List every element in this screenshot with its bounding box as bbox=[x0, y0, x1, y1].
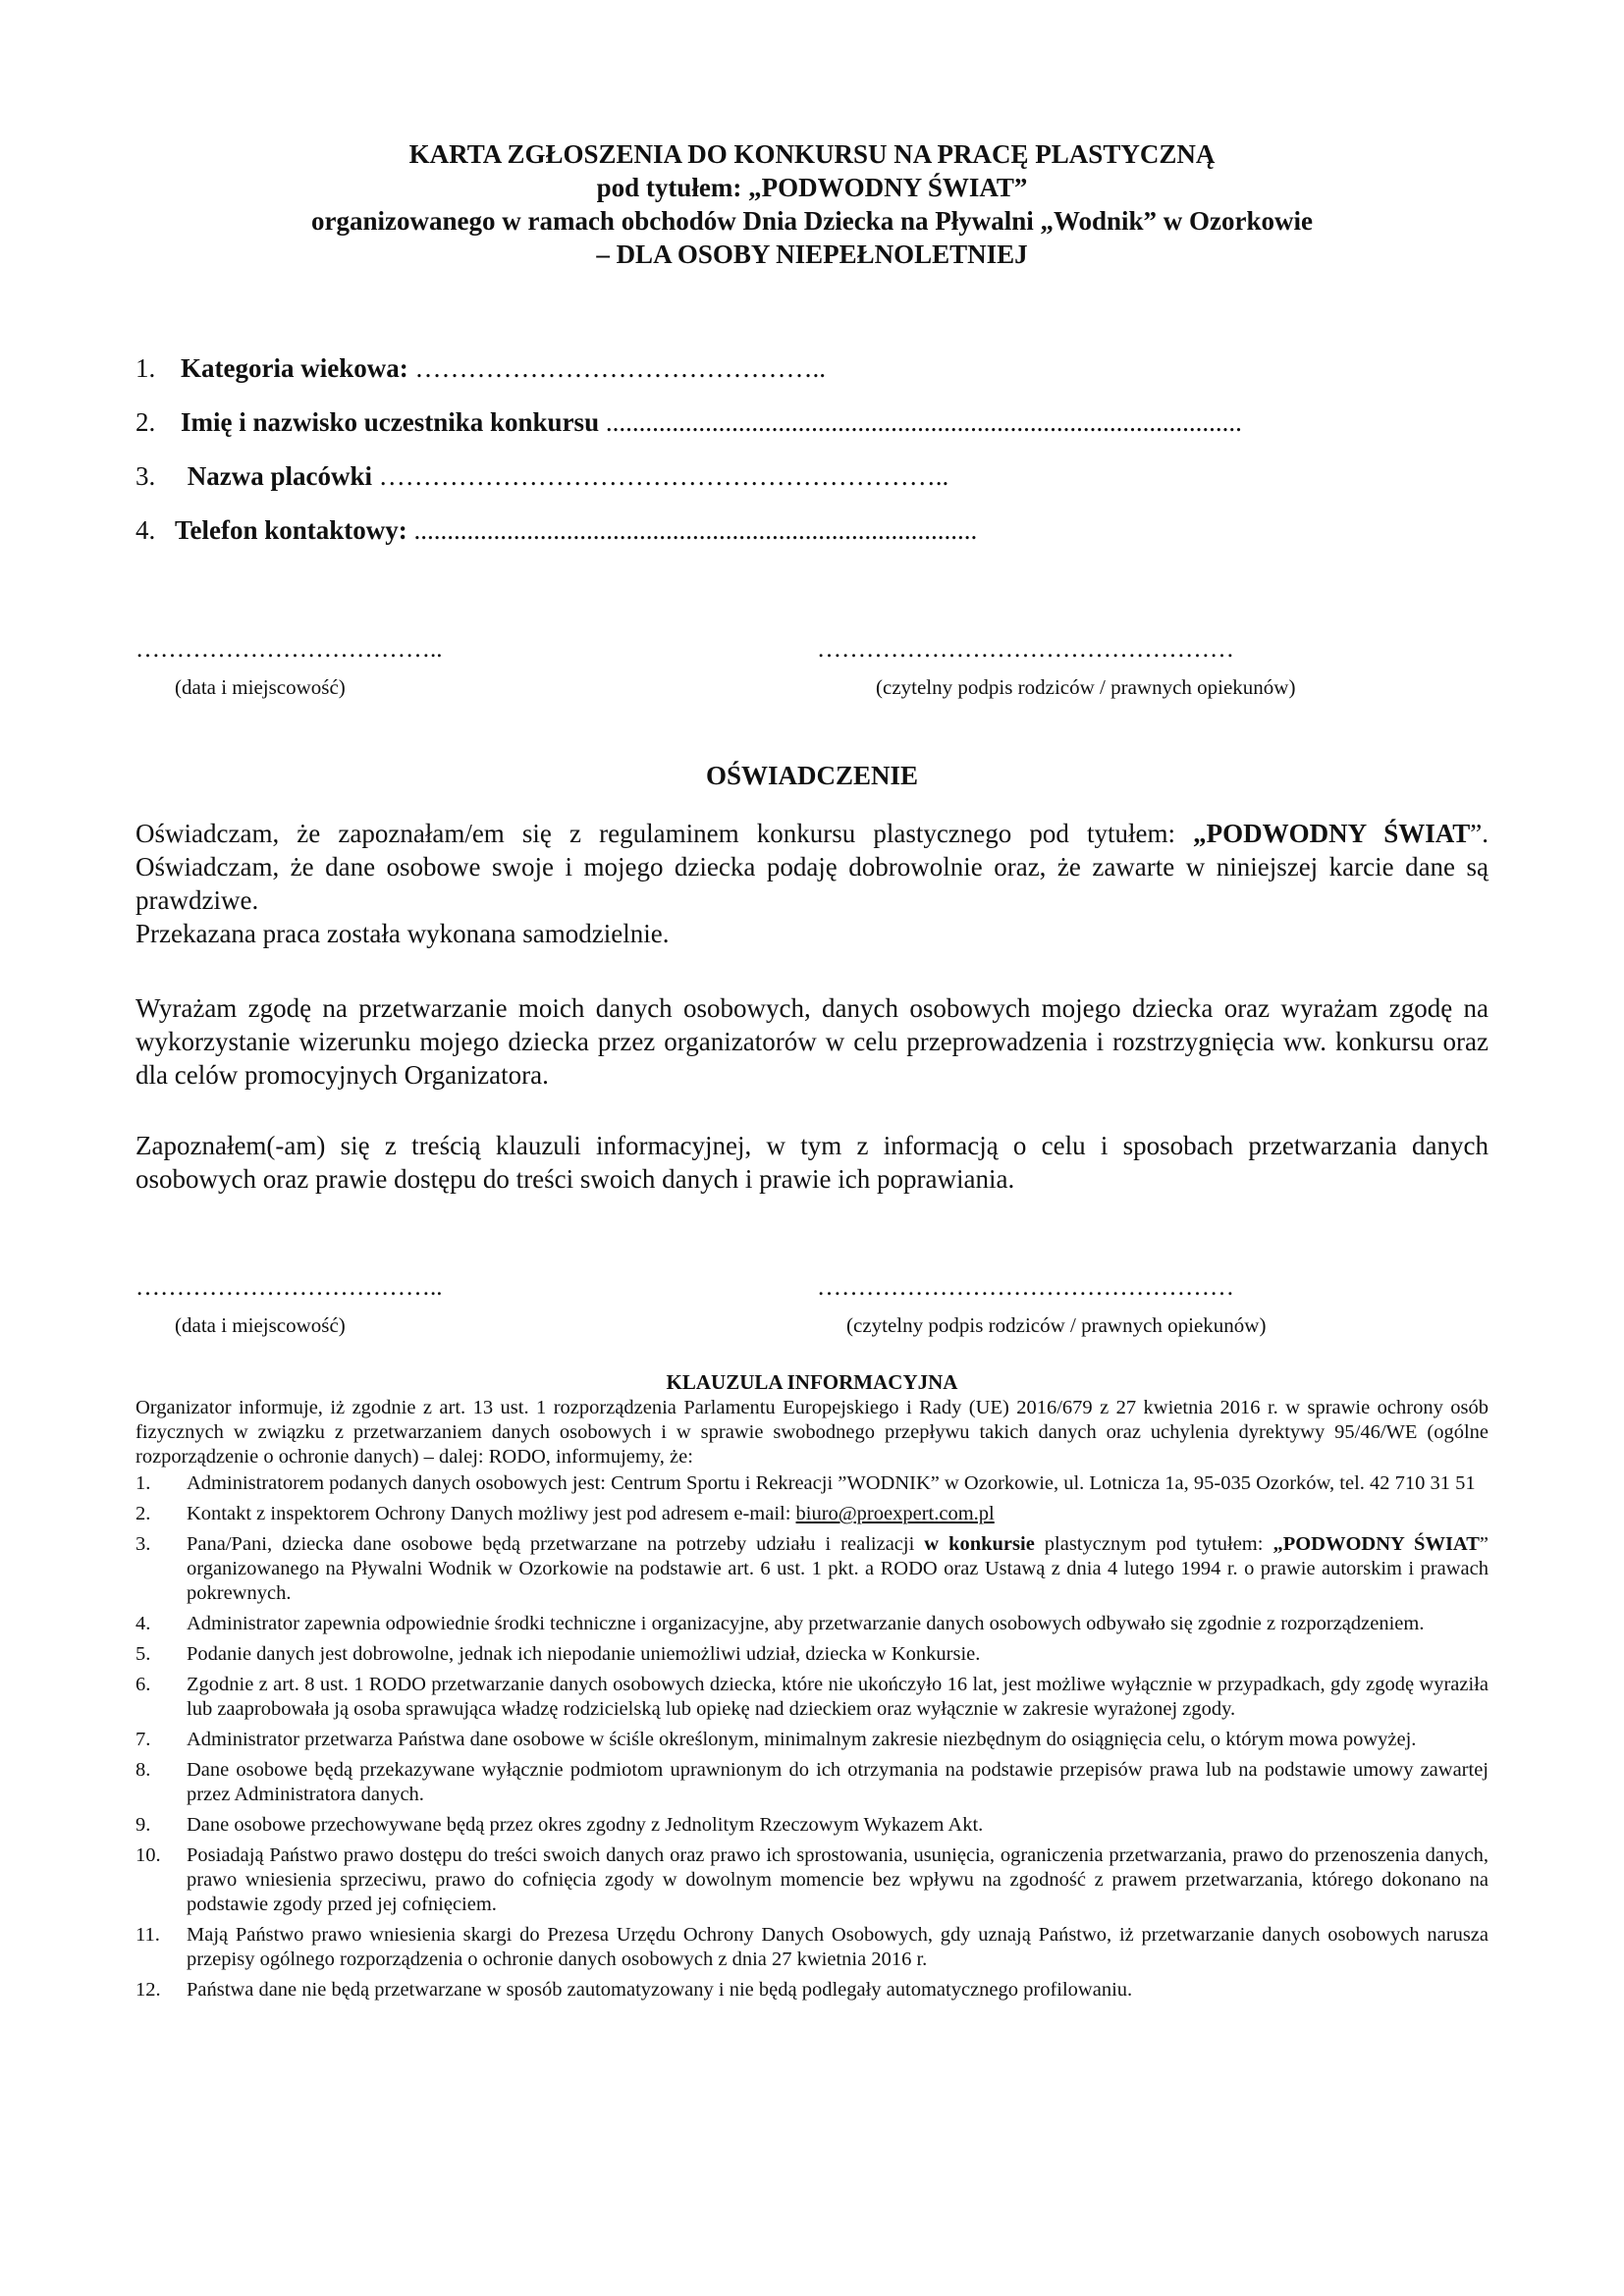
field-participant-name[interactable] bbox=[135, 407, 1242, 438]
clause-item-number: 5. bbox=[135, 1643, 151, 1665]
statement-text: Przekazana praca została wykonana samodzielnie. bbox=[135, 919, 670, 948]
form-subtitle-theme: pod tytułem: „PODWODNY ŚWIAT” bbox=[596, 173, 1028, 202]
clause-item bbox=[135, 1642, 1489, 1667]
clause-item-text: Podanie danych jest dobrowolne, jednak ich niepodanie uniemożliwi udział, dziecka w Konkursie. bbox=[187, 1643, 981, 1665]
clause-item bbox=[135, 1612, 1489, 1636]
clause-item-text: Zgodnie z art. 8 ust. 1 RODO przetwarzanie danych osobowych dziecka, które nie ukończyło 16 lat, jest możliwe wyłącznie w przypadkach, gdy zgodę wyraziła lub zaaprobowała ją osoba sprawująca władzę rodzicielską lub opiekę nad dzieckiem oraz wyłącznie w zakresie wyrażonej zgody. bbox=[187, 1674, 1489, 1720]
clause-item-number: 8. bbox=[135, 1759, 151, 1781]
signature-parent-caption: (czytelny podpis rodziców / prawnych opiekunów) bbox=[846, 1313, 1267, 1337]
field-label: Imię i nazwisko uczestnika konkursu bbox=[181, 407, 600, 437]
statement-title: OŚWIADCZENIE bbox=[705, 761, 919, 790]
form-subtitle-audience: – DLA OSOBY NIEPEŁNOLETNIEJ bbox=[596, 240, 1028, 269]
statement-paragraph-1 bbox=[135, 817, 1489, 950]
clause-item bbox=[135, 1813, 1489, 1838]
statement-paragraph-2: Wyrażam zgodę na przetwarzanie moich danych osobowych, danych osobowych mojego dziecka oraz wyrażam zgodę na wykorzystanie wizerunku mojego dziecka przez organizatorów w celu przeprowadzenia i rozstrzygnięcia ww. konkursu oraz dla celów promocyjnych Organizatora. bbox=[135, 993, 1489, 1090]
field-blank-line[interactable]: ................................................................................................ bbox=[599, 407, 1242, 437]
clause-item-number: 7. bbox=[135, 1729, 151, 1750]
clause-list bbox=[135, 1471, 1489, 2002]
clause-item-text: Administratorem podanych danych osobowych jest: Centrum Sportu i Rekreacji ”WODNIK” w Ozorkowie, ul. Lotnicza 1a, 95-035 Ozorków, tel. 42 710 31 51 bbox=[187, 1472, 1476, 1494]
clause-title: KLAUZULA INFORMACYJNA bbox=[666, 1370, 958, 1394]
clause-item-text: plastycznym pod tytułem: bbox=[1034, 1533, 1273, 1555]
form-header bbox=[0, 137, 1624, 271]
signature-date-place-line[interactable]: ……………………………….. bbox=[135, 1274, 443, 1301]
clause-item bbox=[135, 1532, 1489, 1606]
clause-item bbox=[135, 1471, 1489, 1496]
clause-item-text: Administrator zapewnia odpowiednie środki techniczne i organizacyjne, aby przetwarzanie danych osobowych odbywało się zgodnie z rozporządzeniem. bbox=[187, 1613, 1425, 1634]
signature-parent-caption: (czytelny podpis rodziców / prawnych opiekunów) bbox=[876, 675, 1296, 699]
clause-item-number: 3. bbox=[135, 1533, 151, 1555]
signature-date-place-line[interactable]: ……………………………….. bbox=[135, 636, 443, 663]
clause-item-text: Kontakt z inspektorem Ochrony Danych możliwy jest pod adresem e-mail: bbox=[187, 1503, 796, 1524]
statement-text: Oświadczam, że zapoznałam/em się z regulaminem konkursu plastycznego pod tytułem: bbox=[135, 819, 1194, 848]
clause-item-number: 12. bbox=[135, 1979, 161, 2001]
clause-item-text: Posiadają Państwo prawo dostępu do treści swoich danych oraz prawo ich sprostowania, usunięcia, ograniczenia przetwarzania, prawo do przenoszenia danych, prawo wniesienia sprzeciwu, prawo do cofnięcia zgody w dowolnym momencie bez wpływu na zgodność z prawem przetwarzania, którego dokonano na podstawie zgody przed jej cofnięciem. bbox=[187, 1844, 1489, 1915]
form-title: KARTA ZGŁOSZENIA DO KONKURSU NA PRACĘ PLASTYCZNĄ bbox=[408, 139, 1216, 169]
clause-item-emphasis: w konkursie bbox=[924, 1533, 1035, 1555]
clause-intro: Organizator informuje, iż zgodnie z art. 13 ust. 1 rozporządzenia Parlamentu Europejskiego i Rady (UE) 2016/679 z 27 kwietnia 2016 r. w sprawie ochrony osób fizycznych w związku z przetwarzaniem danych osobowych i w sprawie swobodnego przepływu takich danych oraz uchylenia dyrektywy 95/46/WE (ogólne rozporządzenie o ochronie danych) – dalej: RODO, informujemy, że: bbox=[135, 1397, 1489, 1468]
clause-item-number: 11. bbox=[135, 1924, 160, 1946]
statement-text: ”. Oświadczam, że dane osobowe swoje i mojego dziecka podaję dobrowolnie oraz, że zawarte w niniejszej karcie dane są prawdziwe. bbox=[135, 819, 1489, 915]
clause-item bbox=[135, 1978, 1489, 2002]
clause-item bbox=[135, 1923, 1489, 1972]
clause-item-text: Dane osobowe przechowywane będą przez okres zgodny z Jednolitym Rzeczowym Wykazem Akt. bbox=[187, 1814, 984, 1836]
field-blank-line[interactable]: ……………………………………….. bbox=[407, 353, 826, 383]
field-number: 1. bbox=[135, 353, 156, 383]
signature-date-place-caption: (data i miejscowość) bbox=[175, 675, 346, 699]
field-blank-line[interactable]: ……………………………………………………….. bbox=[372, 461, 949, 491]
clause-item-text: Pana/Pani, dziecka dane osobowe będą przetwarzane na potrzeby udziału i realizacji bbox=[187, 1533, 925, 1555]
signature-parent-line[interactable]: …………………………………………… bbox=[817, 1274, 1234, 1301]
field-age-category[interactable] bbox=[135, 353, 826, 384]
field-blank-line[interactable]: ..................................................................................... bbox=[406, 515, 978, 545]
clause-item-text: Dane osobowe będą przekazywane wyłącznie podmiotom uprawnionym do ich otrzymania na podstawie przepisów prawa lub na podstawie umowy zawartej przez Administratora danych. bbox=[187, 1759, 1489, 1805]
clause-item-text: Administrator przetwarza Państwa dane osobowe w ściśle określonym, minimalnym zakresie niezbędnym do osiągnięcia celu, o którym mowa powyżej. bbox=[187, 1729, 1417, 1750]
clause-item-text: Mają Państwo prawo wniesienia skargi do Prezesa Urzędu Ochrony Danych Osobowych, gdy uznają Państwo, iż przetwarzanie danych osobowych narusza przepisy ogólnego rozporządzenia o ochronie danych osobowych z dnia 27 kwietnia 2016 r. bbox=[187, 1924, 1489, 1970]
clause-item bbox=[135, 1758, 1489, 1807]
clause-item-text: ” organizowanego na Pływalni Wodnik w Ozorkowie na podstawie art. 6 ust. 1 pkt. a RODO oraz Ustawą z dnia 4 lutego 1994 r. o prawie autorskim i prawach pokrewnych. bbox=[187, 1533, 1489, 1604]
clause-body bbox=[135, 1396, 1489, 2008]
clause-item bbox=[135, 1843, 1489, 1917]
field-institution[interactable] bbox=[135, 461, 948, 492]
dpo-email-link[interactable]: biuro@proexpert.com.pl bbox=[795, 1503, 995, 1524]
signature-date-place-caption: (data i miejscowość) bbox=[175, 1313, 346, 1337]
field-number: 3. bbox=[135, 461, 156, 491]
clause-item-number: 10. bbox=[135, 1844, 161, 1866]
field-number: 2. bbox=[135, 407, 156, 437]
statement-paragraph-3: Zapoznałem(-am) się z treścią klauzuli informacyjnej, w tym z informacją o celu i sposobach przetwarzania danych osobowych oraz prawie dostępu do treści swoich danych i prawie ich poprawiania. bbox=[135, 1131, 1489, 1194]
clause-item-number: 9. bbox=[135, 1814, 151, 1836]
field-label: Nazwa placówki bbox=[181, 461, 372, 491]
clause-item bbox=[135, 1502, 1489, 1526]
field-number: 4. bbox=[135, 515, 156, 545]
clause-item bbox=[135, 1673, 1489, 1722]
clause-item-number: 2. bbox=[135, 1503, 151, 1524]
signature-parent-line[interactable]: …………………………………………… bbox=[817, 636, 1234, 663]
field-label: Telefon kontaktowy: bbox=[175, 515, 407, 545]
clause-item-text: Państwa dane nie będą przetwarzane w sposób zautomatyzowany i nie będą podlegały automatycznego profilowaniu. bbox=[187, 1979, 1133, 2001]
clause-item-emphasis: „PODWODNY ŚWIAT bbox=[1272, 1533, 1480, 1555]
clause-item-number: 4. bbox=[135, 1613, 151, 1634]
field-label: Kategoria wiekowa: bbox=[181, 353, 408, 383]
clause-item-number: 6. bbox=[135, 1674, 151, 1695]
form-subtitle-event: organizowanego w ramach obchodów Dnia Dziecka na Pływalni „Wodnik” w Ozorkowie bbox=[310, 206, 1314, 236]
statement-contest-title: „PODWODNY ŚWIAT bbox=[1193, 819, 1471, 848]
clause-item-number: 1. bbox=[135, 1472, 151, 1494]
field-phone[interactable] bbox=[135, 515, 977, 546]
clause-item bbox=[135, 1728, 1489, 1752]
